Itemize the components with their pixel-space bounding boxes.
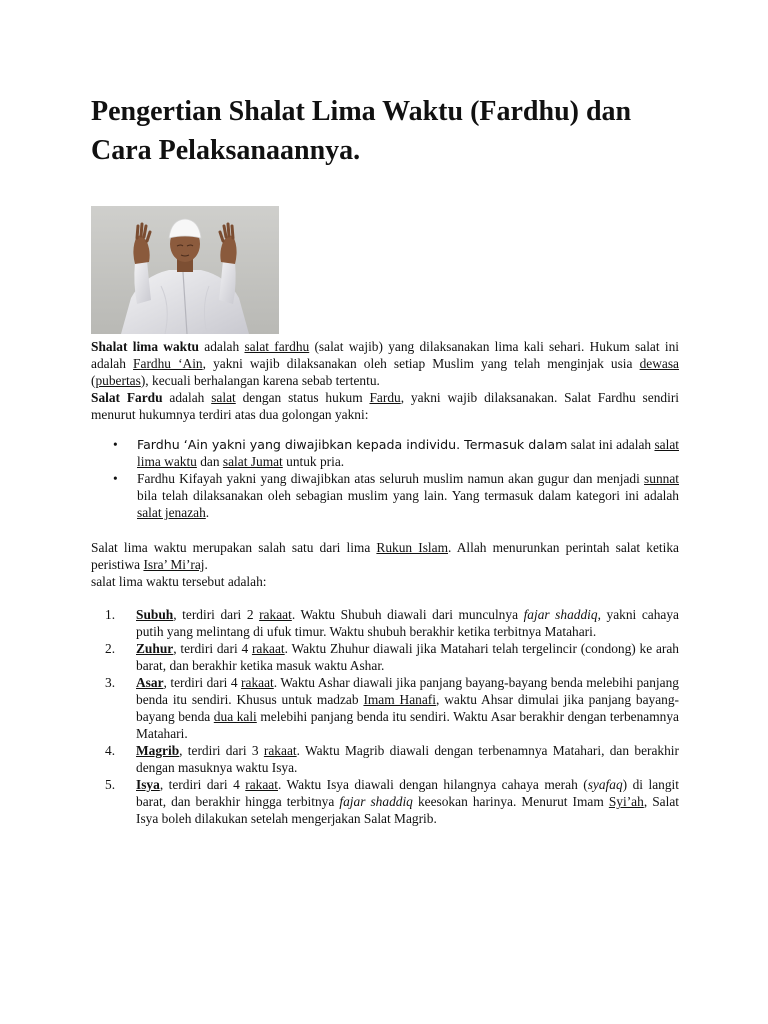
link-rakaat[interactable]: rakaat bbox=[245, 777, 278, 792]
list-number: 1. bbox=[105, 607, 116, 622]
link-isra-miraj[interactable]: Isra’ Mi’raj bbox=[143, 557, 205, 572]
praying-man-icon bbox=[91, 206, 279, 334]
prayer-text: fajar shaddiq bbox=[339, 794, 413, 809]
list-item-text: dan bbox=[196, 454, 223, 469]
intro-term: Shalat lima waktu bbox=[91, 339, 199, 354]
list-item bbox=[91, 606, 679, 640]
praying-man-photo bbox=[91, 206, 279, 334]
prayer-text: , Salat Isya boleh dilakukan setelah mengerjakan Salat Magrib. bbox=[136, 794, 679, 826]
prayer-text: , terdiri dari 4 bbox=[163, 675, 242, 690]
intro-text: adalah bbox=[199, 339, 245, 354]
list-number: 4. bbox=[105, 743, 116, 758]
link-rakaat[interactable]: rakaat bbox=[263, 743, 297, 758]
link-pubertas[interactable]: pubertas bbox=[95, 373, 141, 388]
prayer-text: ) di langit barat, dan berakhir hingga terbitnya bbox=[136, 777, 679, 809]
prayer-text: keesokan harinya. Menurut Imam bbox=[412, 794, 609, 809]
link-salat-jumat[interactable]: salat Jumat bbox=[222, 454, 283, 469]
page-title: Pengertian Shalat Lima Waktu (Fardhu) dan Cara Pelaksanaannya. bbox=[91, 96, 632, 166]
link-sunnat[interactable]: sunnat bbox=[644, 471, 679, 486]
list-item bbox=[91, 742, 679, 776]
rukun-text: . bbox=[204, 557, 208, 572]
intro-text: ( bbox=[91, 373, 96, 388]
prayer-text: . Waktu Shubuh diawali dari munculnya bbox=[291, 607, 524, 622]
list-item bbox=[91, 436, 679, 470]
prayer-text: . Waktu Zhuhur diawali jika Matahari telah tergelincir (condong) ke arah barat, dan berakhir ketika masuk waktu Ashar. bbox=[136, 641, 679, 673]
prayer-text: . Waktu Isya diawali dengan hilangnya cahaya merah ( bbox=[277, 777, 588, 792]
rukun-text: . Allah menurunkan perintah salat ketika peristiwa bbox=[91, 540, 679, 572]
fardu-text: dengan status hukum bbox=[235, 390, 370, 405]
link-magrib[interactable]: Magrib bbox=[136, 743, 180, 758]
link-rukun-islam[interactable]: Rukun Islam bbox=[376, 540, 448, 555]
link-rakaat[interactable]: rakaat bbox=[241, 675, 274, 690]
link-subuh[interactable]: Subuh bbox=[136, 607, 174, 622]
link-dua-kali[interactable]: dua kali bbox=[213, 709, 257, 724]
prayer-list bbox=[91, 606, 679, 827]
prayer-text: . Waktu Ashar diawali jika panjang bayang-bayang benda melebihi panjang benda itu sendiri. Khusus untuk madzab bbox=[136, 675, 679, 707]
list-number: 3. bbox=[105, 675, 116, 690]
link-salat-lima-waktu[interactable]: salat lima waktu bbox=[137, 437, 679, 469]
prayer-text: fajar shaddiq bbox=[523, 607, 598, 622]
link-dewasa[interactable]: dewasa bbox=[639, 356, 679, 371]
link-imam-hanafi[interactable]: Imam Hanafi bbox=[363, 692, 436, 707]
fardu-term: Salat Fardu bbox=[91, 390, 163, 405]
prayer-text: , terdiri dari 4 bbox=[159, 777, 246, 792]
list-number: 2. bbox=[105, 641, 116, 656]
rukun-paragraph bbox=[91, 539, 679, 590]
rukun-text: Salat lima waktu merupakan salah satu dari lima bbox=[91, 540, 377, 555]
link-fardu[interactable]: Fardu bbox=[369, 390, 401, 405]
link-rakaat[interactable]: rakaat bbox=[251, 641, 285, 656]
prayer-text: , terdiri dari 4 bbox=[173, 641, 252, 656]
fardu-text: adalah bbox=[162, 390, 212, 405]
list-item-text: Fardhu ‘Ain yakni yang diwajibkan kepada individu. Termasuk dalam bbox=[137, 437, 568, 452]
prayer-text: , waktu Ahsar dimulai jika panjang bayang-bayang benda bbox=[136, 692, 680, 724]
link-isya[interactable]: Isya bbox=[136, 777, 160, 792]
intro-text: (salat wajib) yang dilaksanakan lima kali sehari. Hukum salat ini adalah bbox=[91, 339, 679, 371]
intro-paragraph bbox=[91, 338, 679, 389]
intro-text: ), kecuali berhalangan karena sebab tertentu. bbox=[140, 373, 380, 388]
prayer-text: , yakni cahaya putih yang melintang di ufuk timur. Waktu shubuh berakhir ketika terbitnya Matahari. bbox=[136, 607, 679, 639]
list-item bbox=[91, 674, 679, 742]
list-item-text: untuk pria. bbox=[282, 454, 345, 469]
prayer-text: . Waktu Magrib diawali dengan terbenamnya Matahari, dan berakhir dengan masuknya waktu Isya. bbox=[136, 743, 679, 775]
bullet-icon: • bbox=[113, 471, 118, 486]
list-item-text: salat ini adalah bbox=[567, 437, 655, 452]
fardhu-types-list bbox=[91, 436, 679, 521]
list-item-text: Fardhu Kifayah yakni yang diwajibkan atas seluruh muslim namun akan gugur dan menjadi bbox=[137, 471, 645, 486]
list-item bbox=[91, 470, 679, 521]
list-item bbox=[91, 640, 679, 674]
bullet-icon: • bbox=[113, 437, 118, 452]
list-item bbox=[91, 776, 679, 827]
list-item-text: bila telah dilaksanakan oleh sebagian muslim yang lain. Yang termasuk dalam kategori ini adalah bbox=[137, 488, 679, 503]
prayer-text: melebihi panjang benda itu sendiri. Waktu Asar berakhir dengan terbenamnya Matahari. bbox=[136, 709, 680, 741]
fardu-text: , yakni wajib dilaksanakan. Salat Fardhu sendiri menurut hukumnya terdiri atas dua golongan yakni: bbox=[91, 390, 679, 422]
link-zuhur[interactable]: Zuhur bbox=[136, 641, 174, 656]
link-salat[interactable]: salat bbox=[211, 390, 236, 405]
link-syiah[interactable]: Syi’ah bbox=[608, 794, 644, 809]
link-salat-jenazah[interactable]: salat jenazah bbox=[137, 505, 206, 520]
link-salat-fardhu[interactable]: salat fardhu bbox=[244, 339, 310, 354]
list-number: 5. bbox=[105, 777, 116, 792]
link-asar[interactable]: Asar bbox=[136, 675, 164, 690]
rukun-text: salat lima waktu tersebut adalah: bbox=[91, 574, 267, 589]
document-page bbox=[91, 92, 679, 827]
prayer-text: , terdiri dari 3 bbox=[179, 743, 264, 758]
prayer-text: syafaq bbox=[587, 777, 623, 792]
link-fardhu-ain[interactable]: Fardhu ‘Ain bbox=[133, 356, 203, 371]
intro-text: , yakni wajib dilaksanakan oleh setiap Muslim yang telah menginjak usia bbox=[202, 356, 640, 371]
link-rakaat[interactable]: rakaat bbox=[259, 607, 292, 622]
list-item-text: . bbox=[205, 505, 210, 520]
fardu-paragraph bbox=[91, 389, 679, 423]
prayer-text: , terdiri dari 2 bbox=[173, 607, 260, 622]
